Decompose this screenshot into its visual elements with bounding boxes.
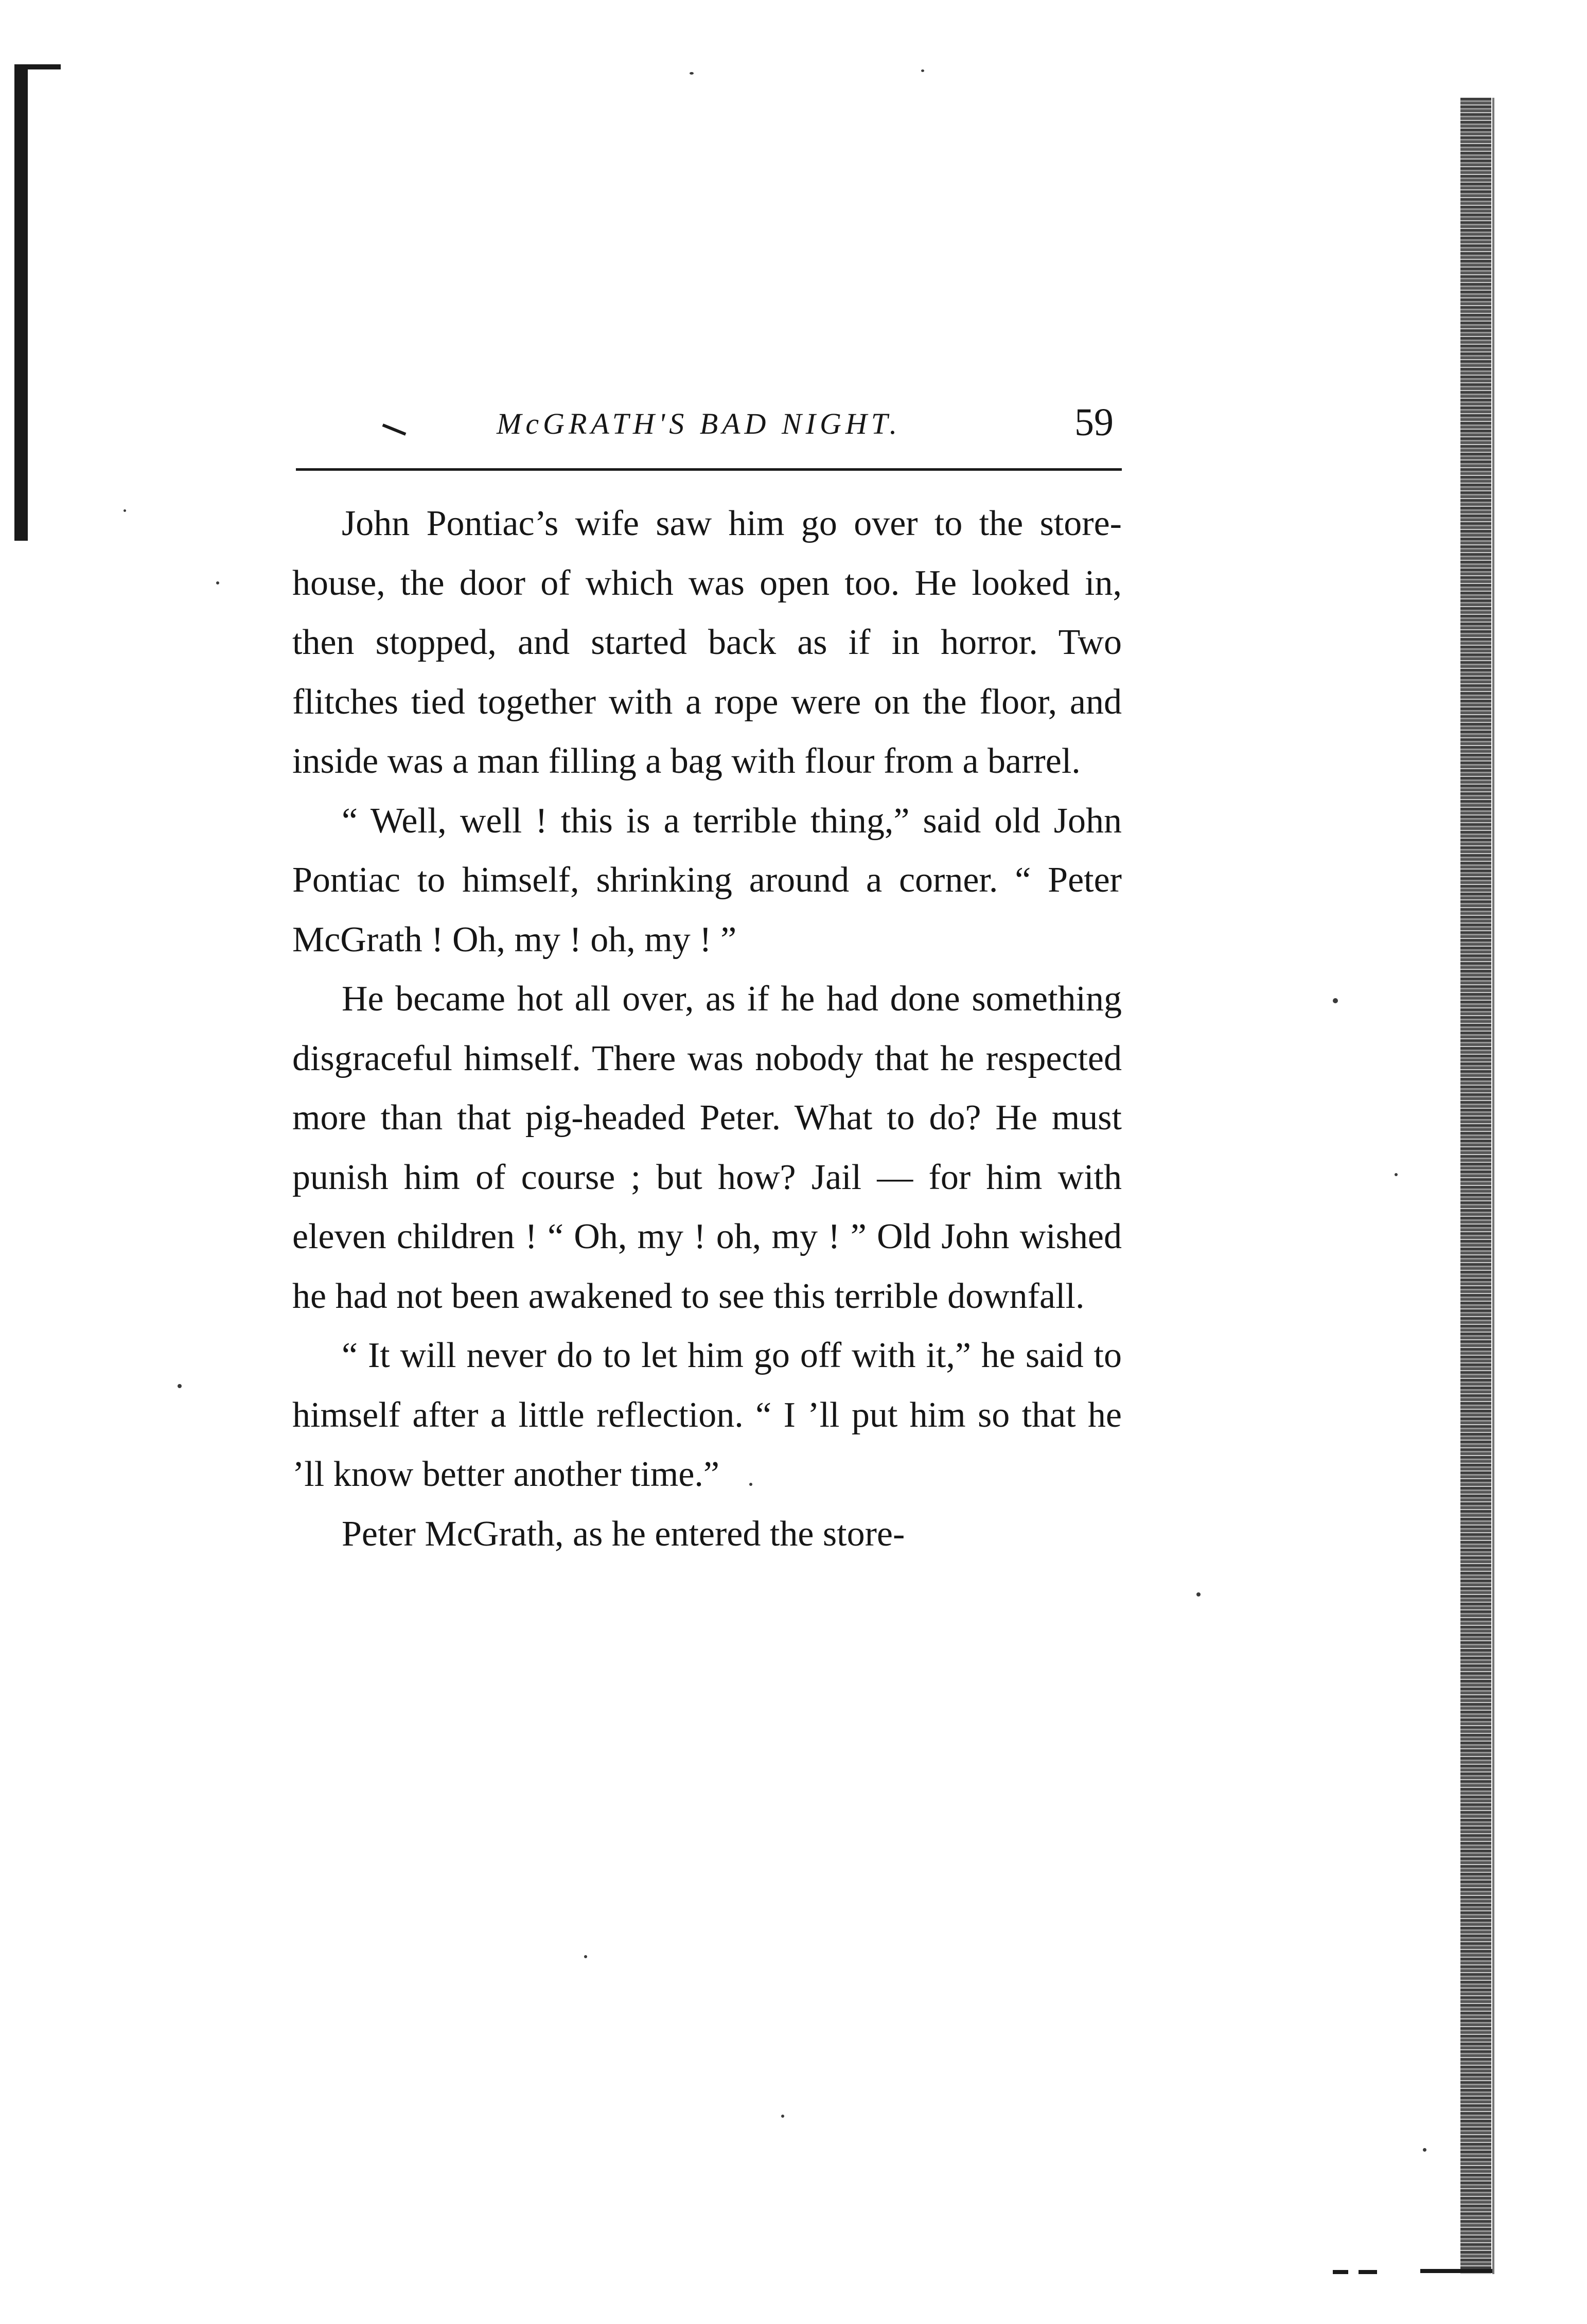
- paragraph: “ Well, well ! this is a terrible thing,” said old John Pontiac to himself, shrinking around a corner. “ Peter McGrath ! Oh, my ! oh, my ! ”: [292, 801, 1122, 960]
- binding-edge-left: [14, 64, 28, 541]
- scan-edge-line: [1492, 98, 1494, 2274]
- scan-speck: [1196, 1592, 1201, 1596]
- header-rule: [296, 468, 1122, 471]
- scan-speck: [216, 581, 219, 584]
- paragraph: Peter McGrath, as he entered the store-: [342, 1514, 905, 1554]
- scan-speck: [749, 1483, 752, 1486]
- scan-speck: [1395, 1173, 1398, 1176]
- header-ornament-mark: [382, 423, 407, 436]
- body-text: [292, 494, 1122, 1564]
- scan-speck: [921, 69, 924, 72]
- scan-speck: [124, 509, 126, 512]
- page-number: 59: [1074, 401, 1114, 444]
- scan-speck: [1333, 998, 1338, 1003]
- paragraph: “ It will never do to let him go off with it,” he said to himself after a little reflection. “ I ’ll put him so that he ’ll know better another time.”: [292, 1336, 1122, 1494]
- scan-mark: [1359, 2270, 1377, 2274]
- scan-speck: [781, 2115, 784, 2118]
- scan-edge-right: [1460, 98, 1491, 2274]
- scan-mark: [1333, 2270, 1348, 2274]
- paragraph: He became hot all over, as if he had done something disgraceful himself. There was nobody that he respected more than that pig-headed Peter. What to do? He must punish him of course ; but how? Jail — for him with eleven children ! “ Oh, my ! oh, my ! ” Old John wished he had not been awakened to see this terrible downfall.: [292, 979, 1122, 1316]
- scan-edge-foot: [1420, 2269, 1492, 2273]
- scan-speck: [178, 1384, 182, 1388]
- scan-speck: [1423, 2148, 1426, 2152]
- scan-speck: [690, 72, 694, 75]
- paragraph: John Pontiac’s wife saw him go over to the store-house, the door of which was open too. He looked in, then stopped, and started back as if in horror. Two flitches tied together with a rope were on the floor, and inside was a man filling a bag with flour from a barrel.: [292, 504, 1122, 781]
- scan-speck: [584, 1955, 587, 1958]
- running-head: McGRATH'S BAD NIGHT.: [497, 407, 902, 440]
- binding-edge-mark: [14, 64, 61, 69]
